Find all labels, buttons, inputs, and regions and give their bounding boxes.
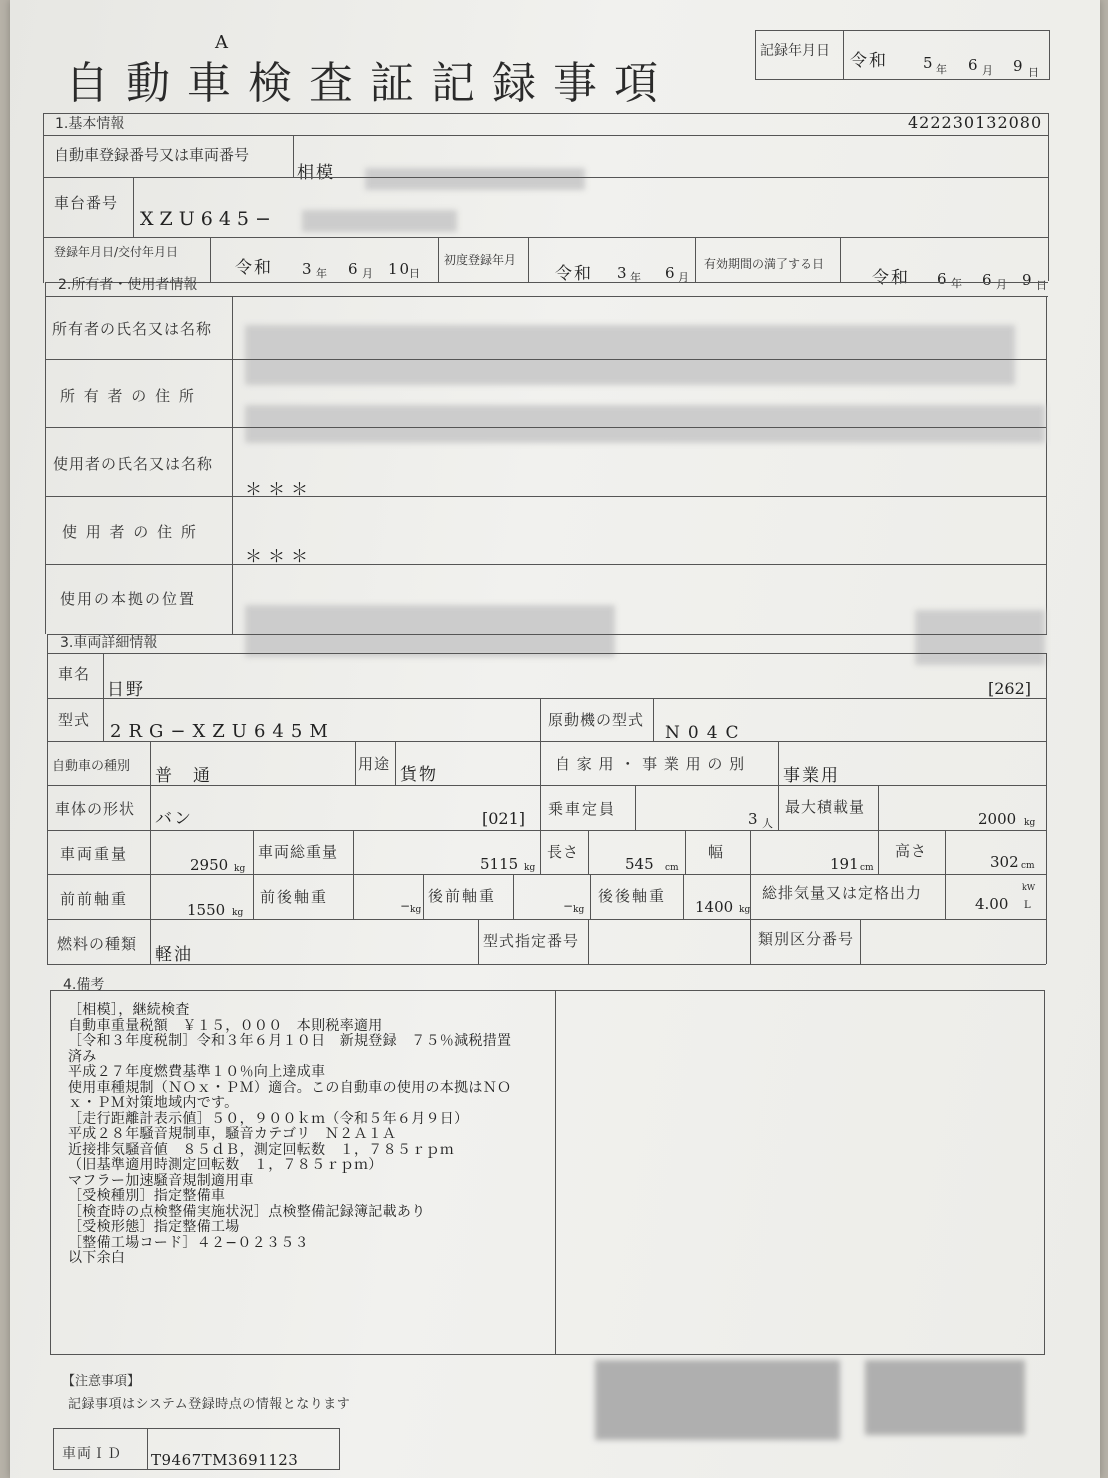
remarks-line: ［受検種別］指定整備車 — [68, 1188, 226, 1204]
type-designation-label: 型式指定番号 — [483, 932, 580, 950]
rear-rear-axle-value: 1400 — [695, 898, 734, 916]
capacity-label: 乗車定員 — [548, 800, 617, 818]
remarks-line: （旧基準適用時測定回転数 １，７８５ｒｐｍ） — [68, 1157, 383, 1173]
expiry-month: 6 — [982, 271, 994, 289]
biz-type-label: 自 家 用 ・ 事 業 用 の 別 — [555, 755, 746, 773]
record-date-year: 5 — [923, 54, 935, 72]
record-date-label: 記録年月日 — [760, 43, 830, 59]
month-unit: 月 — [362, 267, 373, 280]
remarks-line: 使用車種規制（ＮＯｘ・ＰＭ）適合。この自動車の使用の本拠はＮＯ — [68, 1079, 512, 1096]
engine-model-label: 原動機の型式 — [548, 711, 645, 729]
remarks-line: ［相模］，継続検査 — [68, 1002, 190, 1018]
length-value: 545 — [625, 855, 654, 873]
first-reg-year: 3 — [617, 264, 629, 282]
remarks-line: ［受検形態］指定整備工場 — [68, 1219, 240, 1235]
cm-unit: cm — [860, 863, 874, 873]
year-unit: 年 — [936, 63, 947, 76]
vehicle-weight-value: 2950 — [190, 856, 229, 874]
remarks-line: 平成２８年騒音規制車，騒音カテゴリ Ｎ２Ａ１Ａ — [68, 1126, 397, 1142]
length-label: 長さ — [547, 843, 580, 861]
reg-date-label: 登録年月日/交付年月日 — [54, 245, 179, 259]
rear-front-axle-value: − — [563, 899, 576, 913]
notes-title: 【注意事項】 — [62, 1374, 141, 1389]
front-front-axle-label: 前前軸重 — [60, 890, 129, 908]
height-value: 302 — [990, 853, 1019, 871]
record-date-era: 令和 — [850, 51, 888, 71]
capacity-unit: 人 — [762, 817, 773, 830]
redacted-base-location-2 — [915, 610, 1045, 665]
owner-name-label: 所有者の氏名又は名称 — [52, 320, 213, 338]
width-value: 191 — [830, 855, 859, 873]
redacted-barcode-2 — [865, 1360, 1025, 1435]
biz-type-value: 事業用 — [783, 766, 840, 786]
front-rear-axle-value: − — [400, 899, 413, 913]
first-reg-label: 初度登録年月 — [444, 253, 517, 267]
body-shape-value: バン — [155, 809, 193, 829]
gross-weight-label: 車両総重量 — [258, 843, 339, 861]
chassis-value: XZU645− — [140, 208, 277, 230]
expiry-day: 9 — [1022, 271, 1034, 289]
max-load-label: 最大積載量 — [785, 798, 866, 816]
model-value: 2RG−XZU645M — [110, 721, 335, 742]
use-value: 貨物 — [400, 765, 438, 785]
vehicle-id-value: T9467TM3691123 — [151, 1451, 299, 1469]
class-number-label: 類別区分番号 — [758, 930, 855, 948]
cm-unit: cm — [665, 863, 679, 873]
fuel-type-label: 燃料の種類 — [57, 935, 138, 953]
kg-unit: kg — [1024, 818, 1036, 828]
remarks-line: 近接排気騒音値 ８５ｄＢ，測定回転数 １，７８５ｒｐｍ — [68, 1141, 455, 1158]
page-mark: A — [215, 32, 230, 53]
user-address-value: ＊＊＊ — [245, 547, 314, 567]
day-unit: 日 — [409, 267, 420, 280]
model-label: 型式 — [58, 711, 91, 729]
section-1-title: 1.基本情報 — [55, 116, 125, 132]
remarks-line: ［走行距離計表示値］５０，９００ｋｍ（令和５年６月９日） — [68, 1110, 469, 1127]
car-name-code: [262] — [988, 679, 1032, 698]
section-2-title: 2.所有者・使用者情報 — [58, 277, 198, 293]
first-reg-era: 令和 — [555, 264, 593, 284]
capacity-value: 3 — [748, 810, 760, 828]
vehicle-weight-label: 車両重量 — [60, 845, 129, 863]
remarks-line: 済み — [68, 1048, 97, 1065]
year-unit: 年 — [630, 271, 641, 284]
kg-unit: kg — [232, 908, 244, 918]
kg-unit: kg — [234, 864, 246, 874]
record-date-month: 6 — [968, 56, 980, 74]
rear-front-axle-label: 後前軸重 — [428, 887, 497, 905]
remarks-line: ｘ・ＰＭ対策地域内です。 — [68, 1095, 239, 1111]
expiry-era: 令和 — [872, 268, 910, 288]
document-number: 422230132080 — [908, 113, 1043, 132]
front-rear-axle-label: 前後軸重 — [260, 888, 329, 906]
reg-date-era: 令和 — [235, 258, 273, 278]
user-address-label: 使 用 者 の 住 所 — [62, 523, 198, 541]
redacted-base-location — [245, 605, 615, 657]
record-date-day: 9 — [1013, 57, 1025, 75]
kg-unit: kg — [410, 905, 422, 915]
remarks-line: マフラー加速騒音規制適用車 — [68, 1172, 254, 1189]
height-label: 高さ — [895, 842, 928, 860]
month-unit: 月 — [678, 271, 689, 284]
width-label: 幅 — [708, 843, 725, 861]
engine-model-value: N04C — [665, 723, 747, 743]
redacted-reg-no — [365, 168, 585, 190]
vehicle-kind-value: 普 通 — [155, 766, 212, 786]
remarks-line: ［令和３年度税制］令和３年６月１０日 新規登録 ７５％減税措置 — [68, 1033, 512, 1049]
expiry-label: 有効期間の満了する日 — [704, 257, 825, 271]
redacted-owner-address — [245, 405, 1045, 443]
day-unit: 日 — [1036, 279, 1047, 292]
kg-unit: kg — [573, 905, 585, 915]
redacted-chassis — [302, 210, 457, 232]
user-name-label: 使用者の氏名又は名称 — [53, 455, 214, 473]
remarks-line: 自動車重量税額 ￥１５，０００ 本則税率適用 — [68, 1017, 383, 1034]
redacted-barcode-1 — [595, 1360, 840, 1440]
reg-date-year: 3 — [302, 260, 314, 278]
front-front-axle-value: 1550 — [187, 901, 226, 919]
fuel-type-value: 軽油 — [155, 945, 193, 965]
first-reg-month: 6 — [665, 264, 677, 282]
section-3-title: 3.車両詳細情報 — [60, 635, 158, 651]
chassis-label: 車台番号 — [54, 194, 119, 212]
reg-no-value: 相模 — [297, 163, 335, 183]
base-location-label: 使用の本拠の位置 — [60, 590, 197, 608]
liter-unit: L — [1024, 900, 1031, 911]
remarks-line: 以下余白 — [68, 1250, 126, 1266]
reg-date-month: 6 — [348, 260, 360, 278]
reg-no-label: 自動車登録番号又は車両番号 — [54, 146, 250, 164]
remarks-line: ［検査時の点検整備実施状況］点検整備記録簿記載あり — [68, 1203, 426, 1220]
expiry-year: 6 — [937, 270, 949, 288]
max-load-value: 2000 — [978, 810, 1017, 828]
vehicle-id-label: 車両ＩＤ — [62, 1446, 122, 1462]
cm-unit: cm — [1021, 861, 1035, 871]
rear-rear-axle-label: 後後軸重 — [598, 887, 667, 905]
kw-unit: kW — [1022, 883, 1036, 892]
month-unit: 月 — [996, 278, 1007, 291]
body-shape-code: [021] — [482, 809, 526, 828]
notes-text: 記録事項はシステム登録時点の情報となります — [68, 1397, 351, 1412]
car-name-value: 日野 — [107, 680, 145, 700]
car-name-label: 車名 — [58, 665, 91, 683]
remarks-text — [68, 1003, 568, 1267]
remarks-line: 平成２７年度燃費基準１０％向上達成車 — [68, 1064, 326, 1080]
gross-weight-value: 5115 — [480, 855, 519, 873]
kg-unit: kg — [524, 863, 536, 873]
year-unit: 年 — [951, 277, 962, 290]
month-unit: 月 — [982, 64, 993, 77]
reg-date-day: 10 — [388, 260, 412, 278]
section-4-title: 4.備考 — [63, 977, 105, 993]
redacted-owner-name — [245, 325, 1015, 385]
owner-address-label: 所 有 者 の 住 所 — [60, 387, 196, 405]
day-unit: 日 — [1028, 66, 1039, 79]
displacement-value: 4.00 — [975, 895, 1009, 913]
displacement-label: 総排気量又は定格出力 — [762, 884, 923, 902]
vehicle-kind-label: 自動車の種別 — [52, 759, 131, 774]
use-label: 用途 — [358, 755, 391, 773]
document-page — [10, 0, 1100, 1478]
year-unit: 年 — [316, 267, 327, 280]
body-shape-label: 車体の形状 — [55, 800, 136, 818]
kg-unit: kg — [739, 905, 751, 915]
remarks-line: ［整備工場コード］４２−０２３５３ — [68, 1234, 309, 1251]
user-name-value: ＊＊＊ — [245, 480, 314, 500]
document-title: 自動車検査証記録事項 — [65, 58, 675, 109]
